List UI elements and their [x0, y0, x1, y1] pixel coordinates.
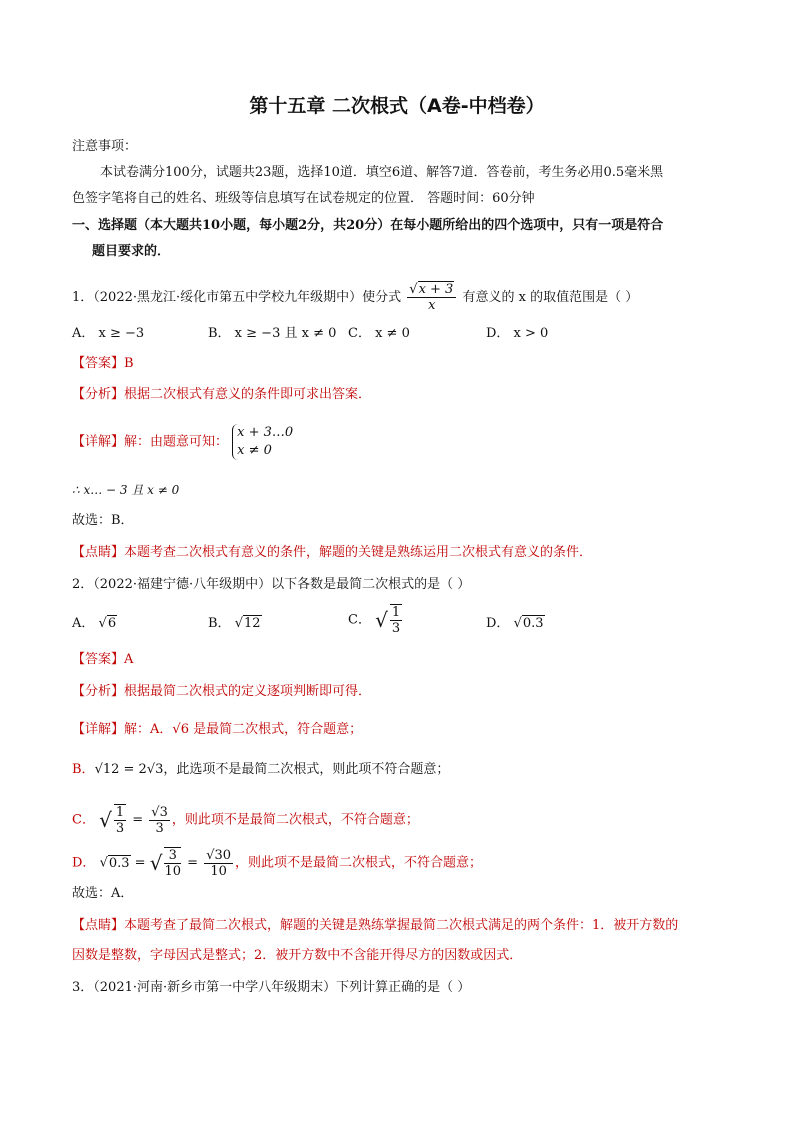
question-1-stem — [72, 282, 722, 313]
section-heading: 一、选择题（本大题共10小题，每小题2分，共20分）在每小题所给出的四个选项中，只有一项是符合 — [72, 218, 664, 233]
q2-choose: 故选：A． — [72, 886, 134, 901]
q1-analysis: 【分析】根据二次根式有意义的条件即可求出答案． — [72, 387, 372, 402]
q2-detail-d: D． √0.3 = √ $\frac{3}{10}$ = $\frac{√30}{10}$ ，则此项不是最简二次根式，不符合题意； — [72, 847, 483, 879]
question-1-prefix: 1．（2022·黑龙江·绥化市第五中学校九年级期中）使分式 — [72, 290, 402, 305]
q1-option-c: C． x ≠ 0 — [348, 326, 410, 341]
q2-option-c: C． √ $\frac{1}{3}$ — [348, 605, 401, 636]
page-title: 第十五章 二次根式（A卷-中档卷） — [249, 95, 545, 117]
q1-option-a: A． x ≥ −3 — [72, 326, 145, 341]
q2-option-d: D． √0.3 — [486, 616, 544, 631]
q2-detail-a: 【详解】解：A．√6 是最简二次根式，符合题意； — [72, 722, 363, 737]
notice-line-2: 色签字笔将自己的姓名、班级等信息填写在试卷规定的位置． 答题时间：60分钟 — [72, 191, 535, 206]
q2-detail-c: C． √ $\frac{1}{3}$ = $\frac{√3}{3}$ ，则此项不是最简二次根式，不符合题意； — [72, 804, 419, 836]
q1-option-d: D． x > 0 — [486, 326, 549, 341]
q1-comment: 【点睛】本题考查二次根式有意义的条件，解题的关键是熟练运用二次根式有意义的条件． — [72, 545, 593, 560]
q2-detail-b: B．√12 = 2√3，此选项不是最简二次根式，则此项不符合题意； — [72, 762, 450, 777]
question-2-stem: 2．（2022·福建宁德·八年级期中）以下各数是最简二次根式的是（ ） — [72, 577, 471, 592]
inequality-system: x + 3…0 x ≠ 0 — [232, 424, 293, 460]
notice-line-1: 本试卷满分100分，试题共23题，选择10道．填空6道、解答7道．答卷前，考生务必用0.5毫米黑 — [100, 165, 664, 180]
q1-option-b: B． x ≥ −3 且 x ≠ 0 — [208, 326, 337, 341]
question-1-fraction: $\frac{√x + 3}{x}$ — [407, 282, 456, 313]
q1-detail: 【详解】解：由题意可知： x + 3…0 x ≠ 0 — [72, 425, 294, 458]
q2-comment-cont: 因数是整数，字母因式是整式；2．被开方数中不含能开得尽方的因数或因式． — [72, 948, 523, 963]
q2-comment: 【点睛】本题考查了最简二次根式，解题的关键是熟练掌握最简二次根式满足的两个条件：1．被开方数的 — [72, 918, 679, 933]
q2-answer: 【答案】A — [72, 652, 134, 667]
q2-option-b: B． √12 — [208, 616, 261, 631]
notice-label: 注意事项： — [72, 139, 138, 154]
q1-therefore: ∴ x… − 3 且 x ≠ 0 — [72, 483, 180, 497]
sqrt-symbol: √x + 3 — [409, 282, 454, 297]
question-3-stem: 3．（2021·河南·新乡市第一中学八年级期末）下列计算正确的是（ ） — [72, 980, 471, 995]
q2-option-a: A． √6 — [72, 616, 117, 631]
q2-analysis: 【分析】根据最简二次根式的定义逐项判断即可得． — [72, 684, 372, 699]
q1-choose: 故选：B． — [72, 513, 134, 528]
question-1-suffix: 有意义的 x 的取值范围是（ ） — [462, 290, 639, 305]
q1-answer: 【答案】B — [72, 356, 134, 371]
section-heading-cont: 题目要求的． — [92, 244, 171, 259]
